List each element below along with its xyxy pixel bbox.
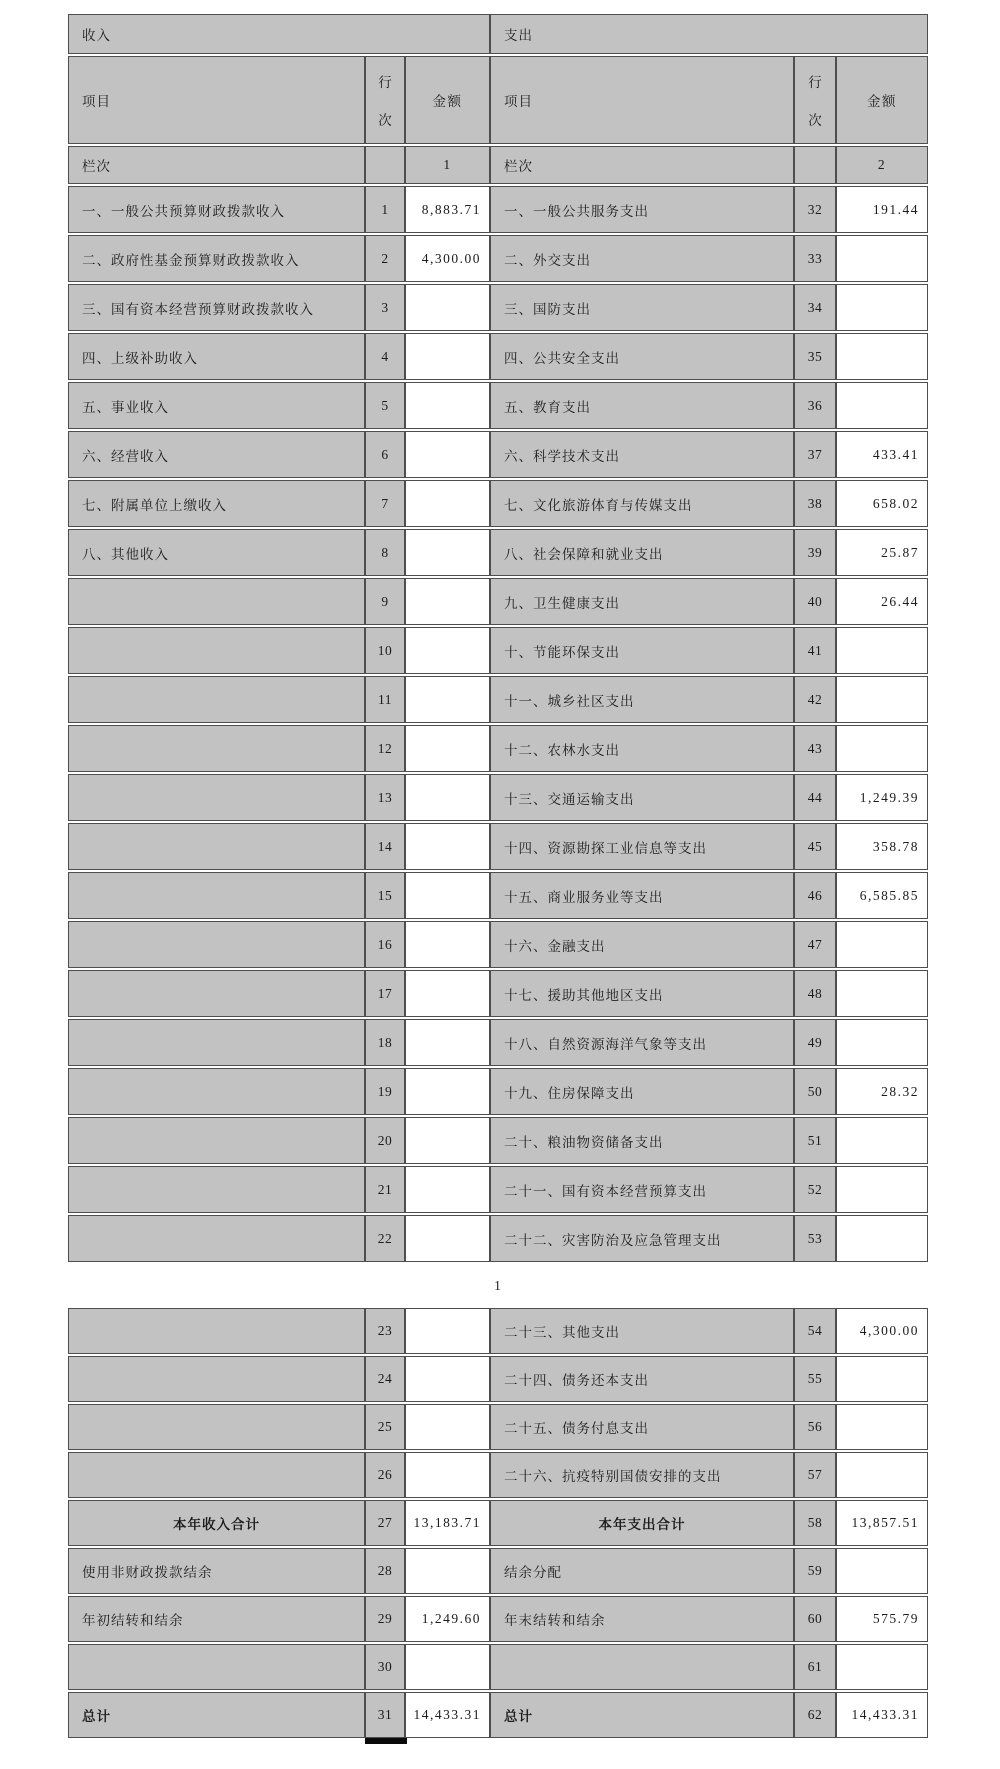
expense-item-cell: 十五、商业服务业等支出 — [490, 872, 794, 919]
expense-amount-cell — [836, 284, 928, 331]
expense-item-cell — [490, 1644, 794, 1690]
expense-item-header: 项目 — [490, 56, 794, 144]
expense-item-cell: 结余分配 — [490, 1548, 794, 1594]
expense-item-cell: 四、公共安全支出 — [490, 333, 794, 380]
expense-rowno-cell: 57 — [794, 1452, 836, 1498]
expense-amount-cell — [836, 235, 928, 282]
expense-item-cell: 十一、城乡社区支出 — [490, 676, 794, 723]
expense-rowno-cell: 43 — [794, 725, 836, 772]
income-item-cell — [68, 1166, 365, 1213]
expense-lanci-label: 栏次 — [490, 146, 794, 184]
income-amount-cell — [405, 823, 490, 870]
income-item-cell: 使用非财政拨款结余 — [68, 1548, 365, 1594]
expense-rowno-cell: 52 — [794, 1166, 836, 1213]
income-item-cell — [68, 627, 365, 674]
table-row — [68, 1596, 928, 1642]
expense-item-cell: 七、文化旅游体育与传媒支出 — [490, 480, 794, 527]
income-amount-cell: 1,249.60 — [405, 1596, 490, 1642]
income-amount-cell: 8,883.71 — [405, 186, 490, 233]
income-amount-cell — [405, 480, 490, 527]
income-rowno-cell: 25 — [365, 1404, 405, 1450]
rowno-header-char-top: 行 — [808, 75, 822, 90]
income-amount-cell — [405, 1019, 490, 1066]
expense-amount-cell — [836, 1356, 928, 1402]
income-amount-cell — [405, 872, 490, 919]
page-break — [68, 1264, 928, 1308]
income-amount-cell — [405, 1404, 490, 1450]
income-rowno-cell: 24 — [365, 1356, 405, 1402]
expense-rowno-cell: 48 — [794, 970, 836, 1017]
table-header-row — [68, 56, 928, 144]
income-amount-cell: 4,300.00 — [405, 235, 490, 282]
income-rowno-cell: 16 — [365, 921, 405, 968]
income-item-cell — [68, 1452, 365, 1498]
income-amount-cell — [405, 382, 490, 429]
expense-item-cell: 二十、粮油物资储备支出 — [490, 1117, 794, 1164]
expense-item-cell: 十六、金融支出 — [490, 921, 794, 968]
income-rowno-header — [365, 56, 405, 144]
expense-item-cell: 九、卫生健康支出 — [490, 578, 794, 625]
expense-rowno-cell: 61 — [794, 1644, 836, 1690]
income-rowno-cell: 6 — [365, 431, 405, 478]
income-rowno-cell: 18 — [365, 1019, 405, 1066]
expense-amount-cell — [836, 1117, 928, 1164]
expense-amount-cell — [836, 1166, 928, 1213]
income-item-cell — [68, 823, 365, 870]
income-rowno-cell: 26 — [365, 1452, 405, 1498]
table-row — [68, 284, 928, 331]
table-row — [68, 921, 928, 968]
expense-rowno-cell: 55 — [794, 1356, 836, 1402]
income-amount-cell — [405, 921, 490, 968]
expense-rowno-cell: 39 — [794, 529, 836, 576]
income-amount-cell — [405, 774, 490, 821]
expense-amount-cell — [836, 921, 928, 968]
expense-rowno-cell: 58 — [794, 1500, 836, 1546]
expense-amount-cell: 25.87 — [836, 529, 928, 576]
expense-item-cell: 十四、资源勘探工业信息等支出 — [490, 823, 794, 870]
income-amount-cell — [405, 529, 490, 576]
table-row — [68, 382, 928, 429]
income-item-cell — [68, 676, 365, 723]
table-row — [68, 1215, 928, 1262]
table-row — [68, 872, 928, 919]
expense-item-cell: 一、一般公共服务支出 — [490, 186, 794, 233]
income-item-cell — [68, 725, 365, 772]
table-row — [68, 627, 928, 674]
expense-section-title: 支出 — [490, 14, 928, 54]
expense-rowno-cell: 38 — [794, 480, 836, 527]
income-item-cell — [68, 1068, 365, 1115]
income-item-cell: 四、上级补助收入 — [68, 333, 365, 380]
income-item-cell — [68, 578, 365, 625]
expense-rowno-cell: 33 — [794, 235, 836, 282]
expense-item-cell: 本年支出合计 — [490, 1500, 794, 1546]
income-item-cell: 总计 — [68, 1692, 365, 1738]
income-rowno-cell: 27 — [365, 1500, 405, 1546]
income-item-cell: 年初结转和结余 — [68, 1596, 365, 1642]
income-amount-cell — [405, 1308, 490, 1354]
table-row — [68, 1404, 928, 1450]
expense-rowno-cell: 62 — [794, 1692, 836, 1738]
expense-amount-cell: 191.44 — [836, 186, 928, 233]
table-row — [68, 676, 928, 723]
expense-rowno-cell: 50 — [794, 1068, 836, 1115]
expense-amount-cell: 26.44 — [836, 578, 928, 625]
expense-item-cell: 十、节能环保支出 — [490, 627, 794, 674]
expense-lanci-blank — [794, 146, 836, 184]
expense-item-cell: 十三、交通运输支出 — [490, 774, 794, 821]
income-amount-cell — [405, 676, 490, 723]
expense-rowno-cell: 35 — [794, 333, 836, 380]
income-amount-cell — [405, 284, 490, 331]
income-amount-cell — [405, 1452, 490, 1498]
expense-amount-header: 金额 — [836, 56, 928, 144]
expense-amount-cell: 358.78 — [836, 823, 928, 870]
bottom-page-mark — [365, 1738, 407, 1744]
income-rowno-cell: 3 — [365, 284, 405, 331]
income-item-header: 项目 — [68, 56, 365, 144]
table-row — [68, 1500, 928, 1546]
income-item-cell: 六、经营收入 — [68, 431, 365, 478]
income-rowno-cell: 31 — [365, 1692, 405, 1738]
income-lanci-label: 栏次 — [68, 146, 365, 184]
income-item-cell: 八、其他收入 — [68, 529, 365, 576]
income-rowno-cell: 1 — [365, 186, 405, 233]
expense-rowno-cell: 53 — [794, 1215, 836, 1262]
income-rowno-cell: 23 — [365, 1308, 405, 1354]
income-rowno-cell: 17 — [365, 970, 405, 1017]
income-amount-cell — [405, 1166, 490, 1213]
expense-item-cell: 三、国防支出 — [490, 284, 794, 331]
income-amount-cell — [405, 1644, 490, 1690]
expense-amount-cell: 433.41 — [836, 431, 928, 478]
income-rowno-cell: 28 — [365, 1548, 405, 1594]
table-row — [68, 1166, 928, 1213]
income-rowno-cell: 5 — [365, 382, 405, 429]
income-item-cell: 二、政府性基金预算财政拨款收入 — [68, 235, 365, 282]
table-row — [68, 823, 928, 870]
page-number: 1 — [494, 1278, 502, 1293]
expense-amount-cell: 575.79 — [836, 1596, 928, 1642]
table-row — [68, 186, 928, 233]
income-item-cell: 七、附属单位上缴收入 — [68, 480, 365, 527]
income-rowno-cell: 9 — [365, 578, 405, 625]
column-index-row — [68, 146, 928, 184]
expense-item-cell: 十七、援助其他地区支出 — [490, 970, 794, 1017]
expense-amount-cell — [836, 1452, 928, 1498]
income-item-cell — [68, 1356, 365, 1402]
expense-amount-cell — [836, 676, 928, 723]
income-rowno-cell: 22 — [365, 1215, 405, 1262]
expense-amount-cell — [836, 1644, 928, 1690]
table-row — [68, 1308, 928, 1354]
income-amount-cell — [405, 578, 490, 625]
income-expense-table — [68, 14, 928, 1744]
expense-rowno-cell: 51 — [794, 1117, 836, 1164]
expense-rowno-cell: 60 — [794, 1596, 836, 1642]
income-item-cell: 本年收入合计 — [68, 1500, 365, 1546]
expense-amount-cell — [836, 1548, 928, 1594]
income-rowno-cell: 11 — [365, 676, 405, 723]
table-row — [68, 1644, 928, 1690]
income-item-cell: 五、事业收入 — [68, 382, 365, 429]
expense-item-cell: 二、外交支出 — [490, 235, 794, 282]
expense-amount-cell: 4,300.00 — [836, 1308, 928, 1354]
income-amount-cell — [405, 333, 490, 380]
table-row — [68, 1452, 928, 1498]
income-rowno-cell: 21 — [365, 1166, 405, 1213]
expense-item-cell: 十九、住房保障支出 — [490, 1068, 794, 1115]
expense-rowno-cell: 59 — [794, 1548, 836, 1594]
expense-amount-cell — [836, 627, 928, 674]
expense-amount-cell — [836, 382, 928, 429]
table-row — [68, 578, 928, 625]
income-rowno-cell: 8 — [365, 529, 405, 576]
expense-rowno-cell: 32 — [794, 186, 836, 233]
table-row — [68, 725, 928, 772]
table-body-page2 — [68, 1308, 928, 1738]
table-row — [68, 970, 928, 1017]
expense-item-cell: 二十六、抗疫特别国债安排的支出 — [490, 1452, 794, 1498]
expense-rowno-cell: 41 — [794, 627, 836, 674]
income-rowno-cell: 19 — [365, 1068, 405, 1115]
income-item-cell: 三、国有资本经营预算财政拨款收入 — [68, 284, 365, 331]
expense-rowno-cell: 44 — [794, 774, 836, 821]
expense-amount-cell — [836, 725, 928, 772]
expense-item-cell: 总计 — [490, 1692, 794, 1738]
expense-amount-cell — [836, 1404, 928, 1450]
expense-rowno-cell: 36 — [794, 382, 836, 429]
expense-amount-cell: 658.02 — [836, 480, 928, 527]
income-item-cell — [68, 1644, 365, 1690]
table-row — [68, 235, 928, 282]
expense-amount-cell — [836, 970, 928, 1017]
income-rowno-cell: 7 — [365, 480, 405, 527]
income-item-cell — [68, 1019, 365, 1066]
income-rowno-cell: 30 — [365, 1644, 405, 1690]
expense-rowno-cell: 46 — [794, 872, 836, 919]
expense-amount-cell — [836, 1019, 928, 1066]
income-amount-cell — [405, 1356, 490, 1402]
income-amount-cell — [405, 1117, 490, 1164]
income-item-cell — [68, 872, 365, 919]
income-amount-cell — [405, 1068, 490, 1115]
income-rowno-cell: 2 — [365, 235, 405, 282]
income-item-cell: 一、一般公共预算财政拨款收入 — [68, 186, 365, 233]
expense-rowno-cell: 45 — [794, 823, 836, 870]
income-rowno-cell: 14 — [365, 823, 405, 870]
income-item-cell — [68, 1308, 365, 1354]
income-section-title: 收入 — [68, 14, 490, 54]
table-row — [68, 1356, 928, 1402]
expense-column-index: 2 — [836, 146, 928, 184]
expense-rowno-cell: 37 — [794, 431, 836, 478]
table-row — [68, 529, 928, 576]
income-amount-cell — [405, 627, 490, 674]
expense-item-cell: 二十五、债务付息支出 — [490, 1404, 794, 1450]
table-row — [68, 1019, 928, 1066]
table-body-page1 — [68, 186, 928, 1262]
table-row — [68, 1068, 928, 1115]
income-item-cell — [68, 774, 365, 821]
income-rowno-cell: 4 — [365, 333, 405, 380]
expense-item-cell: 二十二、灾害防治及应急管理支出 — [490, 1215, 794, 1262]
expense-amount-cell: 6,585.85 — [836, 872, 928, 919]
expense-amount-cell — [836, 1215, 928, 1262]
expense-item-cell: 年末结转和结余 — [490, 1596, 794, 1642]
income-rowno-cell: 13 — [365, 774, 405, 821]
expense-rowno-cell: 42 — [794, 676, 836, 723]
income-rowno-cell: 20 — [365, 1117, 405, 1164]
rowno-header-char-bottom: 次 — [378, 113, 392, 128]
income-amount-header: 金额 — [405, 56, 490, 144]
expense-item-cell: 十八、自然资源海洋气象等支出 — [490, 1019, 794, 1066]
expense-item-cell: 八、社会保障和就业支出 — [490, 529, 794, 576]
table-row — [68, 431, 928, 478]
income-rowno-cell: 10 — [365, 627, 405, 674]
income-item-cell — [68, 1404, 365, 1450]
income-amount-cell: 13,183.71 — [405, 1500, 490, 1546]
table-row — [68, 1117, 928, 1164]
expense-amount-cell: 13,857.51 — [836, 1500, 928, 1546]
expense-rowno-header — [794, 56, 836, 144]
expense-amount-cell — [836, 333, 928, 380]
expense-rowno-cell: 49 — [794, 1019, 836, 1066]
table-row — [68, 774, 928, 821]
income-item-cell — [68, 921, 365, 968]
table-row — [68, 1692, 928, 1738]
expense-rowno-cell: 56 — [794, 1404, 836, 1450]
income-rowno-cell: 29 — [365, 1596, 405, 1642]
table-row — [68, 333, 928, 380]
income-item-cell — [68, 1117, 365, 1164]
expense-amount-cell: 28.32 — [836, 1068, 928, 1115]
expense-item-cell: 二十三、其他支出 — [490, 1308, 794, 1354]
expense-amount-cell: 1,249.39 — [836, 774, 928, 821]
income-amount-cell — [405, 725, 490, 772]
income-amount-cell: 14,433.31 — [405, 1692, 490, 1738]
expense-rowno-cell: 47 — [794, 921, 836, 968]
expense-rowno-cell: 54 — [794, 1308, 836, 1354]
income-rowno-cell: 15 — [365, 872, 405, 919]
table-row — [68, 1548, 928, 1594]
expense-amount-cell: 14,433.31 — [836, 1692, 928, 1738]
rowno-header-char-top: 行 — [378, 75, 392, 90]
expense-item-cell: 六、科学技术支出 — [490, 431, 794, 478]
income-item-cell — [68, 1215, 365, 1262]
expense-rowno-cell: 40 — [794, 578, 836, 625]
expense-item-cell: 二十一、国有资本经营预算支出 — [490, 1166, 794, 1213]
expense-item-cell: 五、教育支出 — [490, 382, 794, 429]
income-lanci-blank — [365, 146, 405, 184]
income-column-index: 1 — [405, 146, 490, 184]
expense-item-cell: 十二、农林水支出 — [490, 725, 794, 772]
table-section-band — [68, 14, 928, 54]
rowno-header-char-bottom: 次 — [808, 113, 822, 128]
income-amount-cell — [405, 1215, 490, 1262]
income-amount-cell — [405, 1548, 490, 1594]
table-row — [68, 480, 928, 527]
income-amount-cell — [405, 970, 490, 1017]
income-rowno-cell: 12 — [365, 725, 405, 772]
income-amount-cell — [405, 431, 490, 478]
expense-rowno-cell: 34 — [794, 284, 836, 331]
income-item-cell — [68, 970, 365, 1017]
expense-item-cell: 二十四、债务还本支出 — [490, 1356, 794, 1402]
